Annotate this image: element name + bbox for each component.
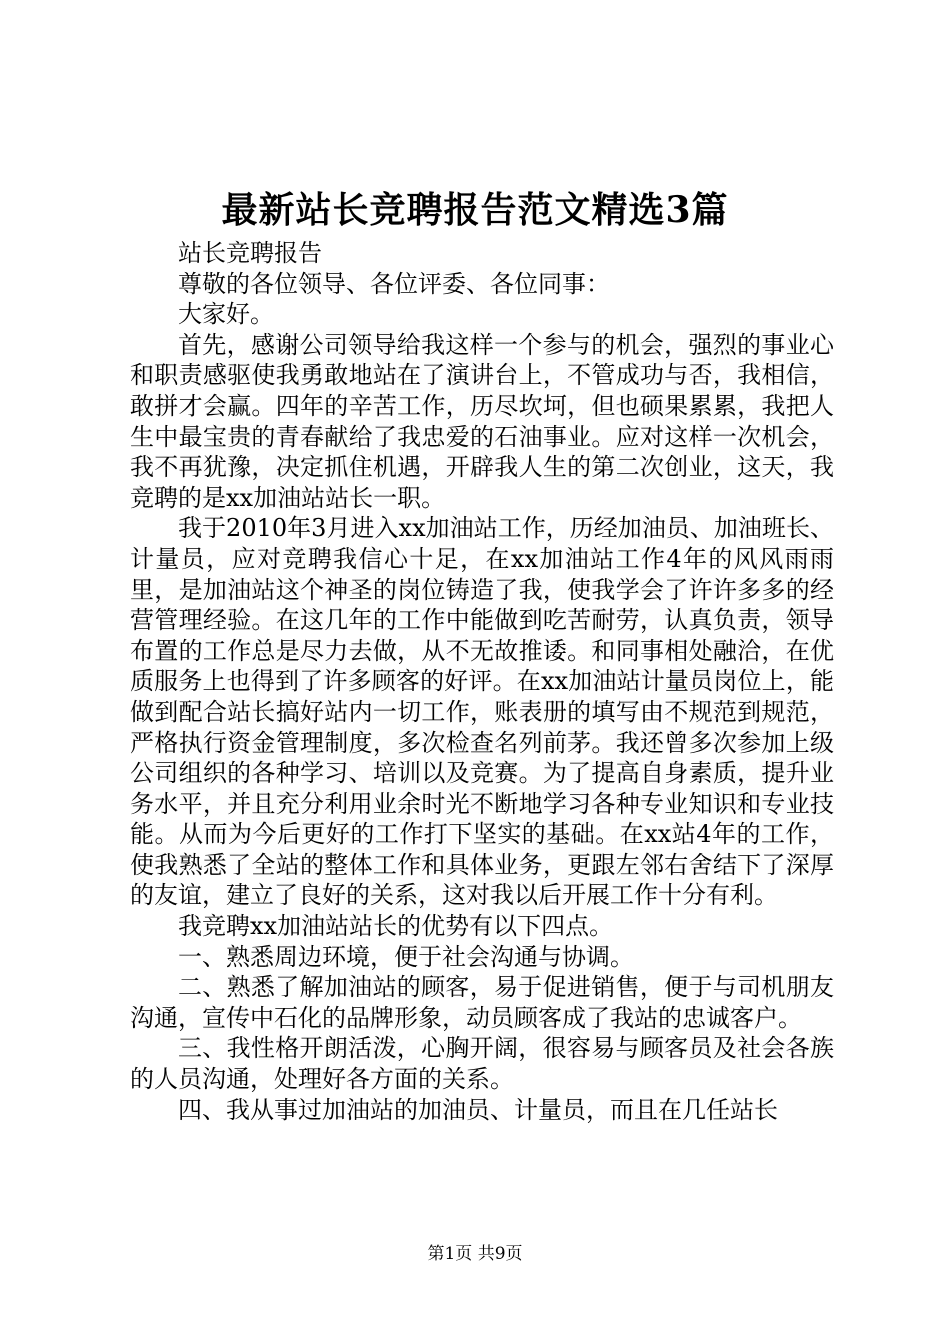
paragraph: 尊敬的各位领导、各位评委、各位同事： [178, 269, 610, 298]
paragraph: 四、我从事过加油站的加油员、计量员，而且在几任站长 [178, 1095, 778, 1124]
document-body [130, 238, 834, 1125]
paragraph: 首先，感谢公司领导给我这样一个参与的机会，强烈的事业心和职责感驱使我勇敢地站在了演讲台上，不管成功与否，我相信，敢拼才会赢。四年的辛苦工作，历尽坎坷，但也硕果累累，我把人生中最宝贵的青春献给了我忠爱的石油事业。应对这样一次机会，我不再犹豫，决定抓住机遇，开辟我人生的第二次创业，这天，我竞聘的是xx加油站站长一职。 [130, 330, 834, 512]
document-title: 最新站长竞聘报告范文精选3篇 [221, 189, 729, 231]
paragraph: 我于2010年3月进入xx加油站工作，历经加油员、加油班长、计量员，应对竞聘我信心十足，在xx加油站工作4年的风风雨雨里，是加油站这个神圣的岗位铸造了我，使我学会了许许多多的经营管理经验。在这几年的工作中能做到吃苦耐劳，认真负责，领导布置的工作总是尽力去做，从不无故推诿。和同事相处融洽，在优质服务上也得到了许多顾客的好评。在xx加油站计量员岗位上，能做到配合站长搞好站内一切工作，账表册的填写由不规范到规范，严格执行资金管理制度，多次检查名列前茅。我还曾多次参加上级公司组织的各种学习、培训以及竞赛。为了提高自身素质，提升业务水平，并且充分利用业余时光不断地学习各种专业知识和专业技能。从而为今后更好的工作打下坚实的基础。在xx站4年的工作，使我熟悉了全站的整体工作和具体业务，更跟左邻右舍结下了深厚的友谊，建立了良好的关系，这对我以后开展工作十分有利。 [130, 514, 834, 910]
paragraph: 三、我性格开朗活泼，心胸开阔，很容易与顾客员及社会各族的人员沟通，处理好各方面的关系。 [130, 1034, 834, 1094]
paragraph: 一、熟悉周边环境，便于社会沟通与协调。 [178, 942, 634, 971]
paragraph: 二、熟悉了解加油站的顾客，易于促进销售，便于与司机朋友沟通，宣传中石化的品牌形象，动员顾客成了我站的忠诚客户。 [130, 973, 834, 1032]
paragraph: 大家好。 [178, 300, 274, 329]
paragraph: 站长竞聘报告 [178, 239, 322, 267]
paragraph: 我竞聘xx加油站站长的优势有以下四点。 [178, 912, 614, 941]
page-footer: 第1页 共9页 [427, 1244, 523, 1264]
